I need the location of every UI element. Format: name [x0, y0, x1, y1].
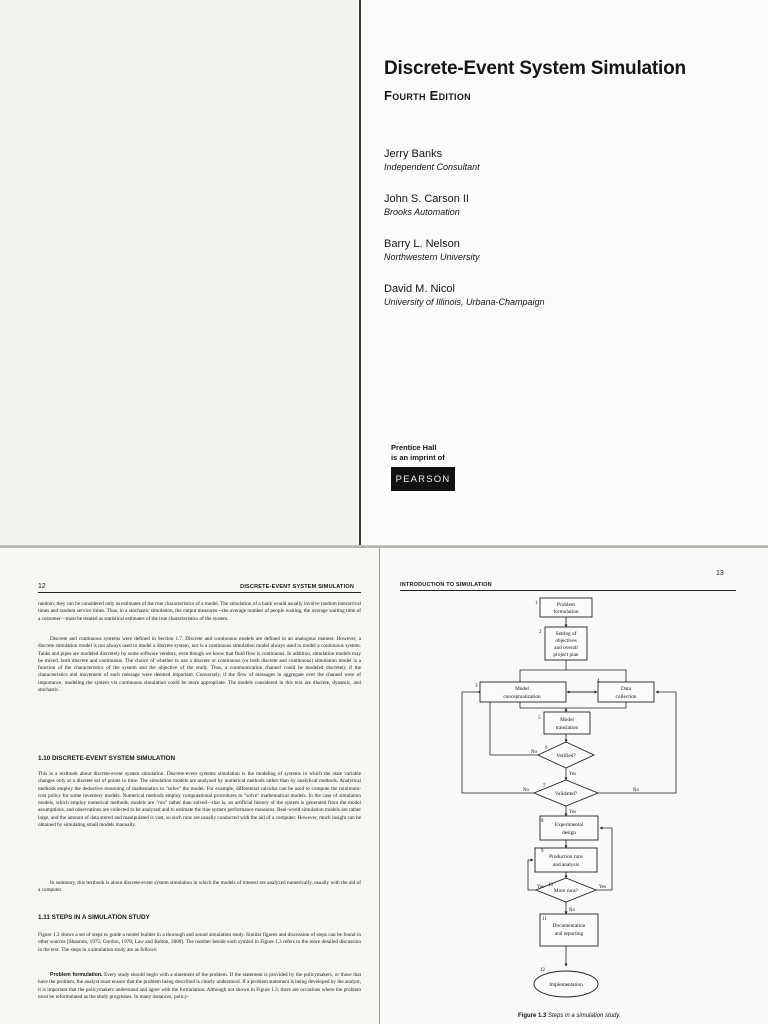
step-number: 9: [541, 849, 544, 854]
branch-label-yes: Yes: [537, 885, 544, 890]
publisher-imprint: [391, 443, 445, 463]
author-name: Jerry Banks: [384, 148, 443, 160]
step-label: and analysis: [552, 862, 580, 868]
step-label: Model: [560, 717, 574, 723]
branch-label-no: No: [569, 908, 575, 913]
step-number: 8: [541, 819, 544, 824]
running-head: DISCRETE-EVENT SYSTEM SIMULATION: [240, 584, 354, 590]
step-production-runs-box: [535, 848, 597, 872]
step-label: Validated?: [554, 791, 578, 797]
step-label: Problem: [557, 602, 575, 608]
branch-label-no: No: [531, 750, 537, 755]
step-number: 10: [548, 883, 553, 888]
branch-label-no: No: [633, 788, 639, 793]
page-number: 12: [38, 583, 46, 590]
blank-left-page: [0, 0, 360, 548]
author-name: David M. Nicol: [384, 283, 455, 295]
step-number: 12: [540, 968, 545, 973]
section-heading: 1.11 STEPS IN A SIMULATION STUDY: [38, 914, 150, 921]
step-label: More runs?: [553, 888, 579, 894]
step-label: Experimental: [554, 822, 584, 828]
author-4: [384, 283, 545, 307]
step-number: 3: [475, 684, 478, 689]
page-number: 13: [716, 570, 724, 577]
step-number: 2: [539, 630, 542, 635]
step-number: 11: [542, 917, 547, 922]
step-label: translation: [555, 725, 579, 731]
author-name: John S. Carson II: [384, 193, 469, 205]
step-label: Production runs: [549, 854, 583, 860]
step-label: Setting of: [555, 631, 577, 637]
book-title: Discrete-Event System Simulation: [384, 58, 686, 79]
step-label: and reporting: [554, 931, 584, 937]
step-label: project plan: [553, 652, 579, 658]
step-label: Implementation: [549, 982, 583, 988]
figure-caption-text: Steps in a simulation study.: [548, 1013, 621, 1019]
step-label: conceptualization: [503, 694, 541, 700]
simulation-steps-flowchart: [380, 590, 768, 1010]
flow-connector: [520, 702, 566, 712]
step-number: 6: [545, 746, 548, 751]
paragraph-text: Every study should begin with a statement of the problem. If the statement is provided by the policymakers, or those that have the problem, the analyst must ensure that the problem being described is clearly understood. If a problem statement is being developed by the analyst, it is important that the policymakers understand and agree with the formulation. Although not shown in Figure 1.3, there are occasions where the problem must be reformulated as the study progresses. In many instances, policy-: [38, 972, 362, 1000]
step-label: Documentation: [552, 923, 586, 929]
flow-connector: [566, 702, 626, 708]
branch-label-no: No: [523, 788, 529, 793]
step-label: collection: [615, 694, 637, 700]
body-paragraph: This is a textbook about discrete-event system simulation. Discrete-event systems simulation is the modeling of systems in which the state variable changes only at a discrete set of points in time. The simulation models are analyzed by numerical methods rather than by analytical methods. Analytical methods employ the deductive reasoning of mathematics to "solve" the model. For example, differential calculus can be used to compute the minimum-cost policy for some inventory models. Numerical methods employ computational procedures to "solve" mathematical models. In the case of simulation models, which employ numerical methods, models are "run" rather than solved—that is, an artificial history of the system is generated from the model assumptions, and observations are collected to be analyzed and to estimate the true system performance measures. Real-world simulation models are rather large, and the amount of data stored and manipulated is vast, so such runs are usually conducted with the aid of a computer. However, much insight can be obtained by simulating small models manually.: [38, 771, 361, 829]
author-affiliation: Independent Consultant: [384, 162, 480, 172]
body-paragraph: In summary, this textbook is about discrete-event system simulation in which the models of interest are analyzed numerically, usually with the aid of a computer.: [38, 880, 361, 894]
flow-connector: [598, 692, 676, 793]
flow-connector: [520, 660, 566, 684]
book-edition: Fourth Edition: [384, 88, 471, 103]
body-paragraph: random, they can be considered only as estimates of the true characteristics of a model. The simulation of a bank would usually involve random interarrival times and random service times. Thus, in a stochastic simulation, the output measures—the average number of people waiting, the average waiting time of a customer—must be treated as statistical estimates of the true characteristics of the system.: [38, 601, 361, 622]
step-label: Verified?: [556, 753, 576, 759]
step-label: and overall: [554, 645, 578, 651]
author-affiliation: Northwestern University: [384, 252, 480, 262]
author-affiliation: University of Illinois, Urbana-Champaign: [384, 297, 545, 307]
author-affiliation: Brooks Automation: [384, 207, 460, 217]
step-number: 5: [538, 716, 541, 721]
step-label: design: [562, 830, 576, 836]
step-documentation-box: [540, 914, 598, 946]
step-number: 7: [543, 784, 546, 789]
author-1: [384, 148, 480, 172]
section-heading: 1.10 DISCRETE-EVENT SYSTEM SIMULATION: [38, 755, 176, 762]
step-number: 4: [597, 679, 600, 684]
body-paragraph: [38, 972, 361, 1001]
title-page: [361, 0, 768, 548]
body-paragraph: Discrete and continuous systems were defined in Section 1.7. Discrete and continuous models are defined in an analogous manner. However, a discrete simulation model is not always used to model a discrete system, nor is a continuous simulation model always used to model a continuous system. Tanks and pipes are modeled discretely by some software vendors, even though we know that fluid flow is continuous. In addition, simulation models may be mixed, both discrete and continuous. The choice of whether to use a discrete or continuous (or both discrete and continuous) simulation model is a function of the characteristics of the system and the objective of the study. Thus, a communication channel could be modeled discretely if the characteristics and movement of each message were deemed important. Conversely, if the flow of messages in aggregate over the channel were of importance, modeling the system via continuous simulation could be more appropriate. The models considered in this text are discrete, dynamic, and stochastic.: [38, 636, 361, 694]
publisher-logo: PEARSON: [391, 467, 455, 491]
figure-caption: [518, 1013, 621, 1019]
author-name: Barry L. Nelson: [384, 238, 460, 250]
figure-label: Figure 1.3: [518, 1013, 547, 1019]
branch-label-yes: Yes: [599, 885, 606, 890]
branch-label-yes: Yes: [569, 810, 576, 815]
body-paragraph: Figure 1.3 shows a set of steps to guide a model builder in a thorough and sound simulation study. Similar figures and discussion of steps can be found in other sources [Shannon, 1975; Gordon, 1978; Law and Kelton, 2000]. The number beside each symbol in Figure 1.3 refers to the more detailed discussion in the text. The steps in a simulation study are as follows:: [38, 932, 361, 953]
step-label: formulation: [553, 609, 579, 615]
flow-connector: [462, 692, 534, 793]
step-label: objectives: [555, 638, 577, 644]
imprint-line: is an imprint of: [391, 453, 445, 462]
imprint-line: Prentice Hall: [391, 443, 437, 452]
running-head: INTRODUCTION TO SIMULATION: [400, 582, 492, 588]
step-experimental-design-box: [540, 816, 598, 840]
header-rule: [38, 592, 361, 593]
author-2: [384, 193, 469, 217]
run-in-heading: Problem formulation.: [50, 972, 103, 978]
step-label: Model: [515, 686, 529, 692]
step-number: 1: [535, 601, 538, 606]
step-label: Data: [621, 686, 631, 692]
branch-label-yes: Yes: [569, 772, 576, 777]
author-3: [384, 238, 480, 262]
